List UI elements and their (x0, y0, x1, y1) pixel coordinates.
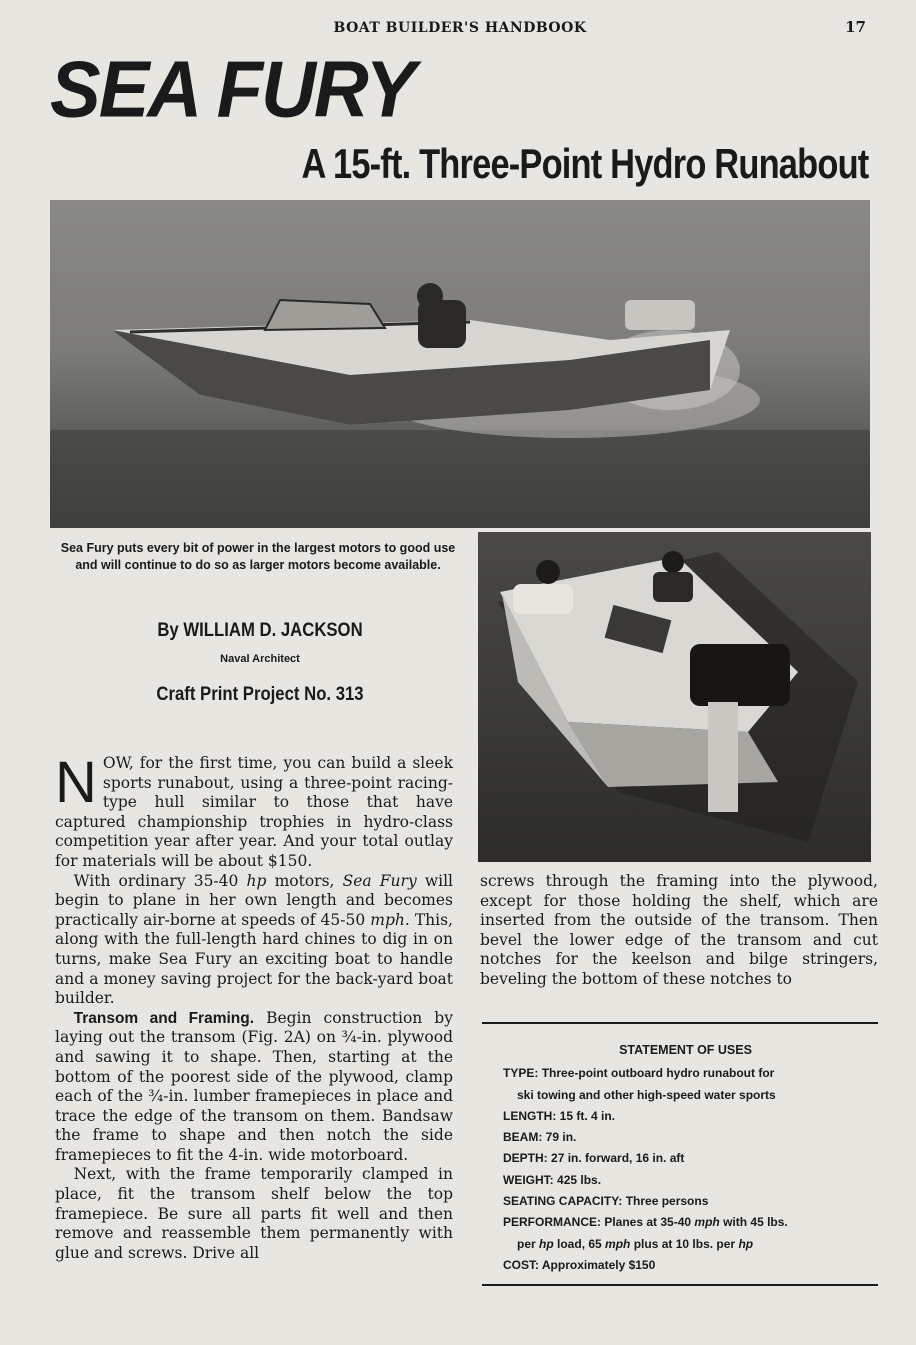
paragraph-2-mph: mph. (370, 910, 410, 929)
spec-performance-mph-1: mph (694, 1215, 720, 1230)
spec-cost-value: Approximately $150 (541, 1257, 656, 1272)
paragraph-3 (55, 1009, 453, 1166)
spec-depth-label: DEPTH: (503, 1151, 548, 1166)
project-number: Craft Print Project No. 313 (156, 684, 364, 705)
spec-performance-b: with 45 lbs. (719, 1215, 788, 1230)
spec-type-value: Three-point outboard hydro runabout for (541, 1066, 775, 1081)
speedboat-planing-photo (50, 200, 870, 528)
spec-depth-value: 27 in. forward, 16 in. aft (551, 1151, 685, 1166)
runabout-with-outboard-photo (478, 532, 871, 862)
paragraph-3-text: Begin construction by laying out the transom (Fig. 2A) on ¾-in. plywood and sawing it to shape. Then, starting at the bottom of the poorest side of the plywood, clamp each of the ¾-in. lumber framepieces in place and trace the edge of the transom on them. Bandsaw the frame to shape and then notch the side framepieces to fit the 4-in. wide motorboard. (55, 1008, 453, 1164)
spec-weight (503, 1170, 868, 1191)
spec-cost-label: COST: (503, 1257, 539, 1272)
spec-beam-value: 79 in. (545, 1130, 577, 1145)
paragraph-2-text-b: motors, (266, 871, 343, 890)
paragraph-2-text-c: will begin to plane in her own length and becomes practically air-borne at speeds of 45-50 (55, 871, 453, 929)
spec-length-label: LENGTH: (503, 1108, 557, 1123)
paragraph-5: screws through the framing into the plywood, except for those holding the shelf, which are inserted from the outside of the transom. Then bevel the lower edge of the transom and cut notches for the keelson and bilge stringers, beveling the bottom of these notches to (480, 872, 878, 988)
body-column-left (55, 750, 453, 1263)
spec-performance-e: plus at 10 lbs. per (630, 1236, 739, 1251)
paragraph-4: Next, with the frame temporarily clamped in place, fit the transom shelf below the top framepiece. Be sure all parts fit well and then remove and reassemble them permanently with glue and screws. Drive all (55, 1165, 453, 1262)
paragraph-2-text-d: This, along with the full-length hard chines to dig in on turns, make Sea Fury an exciting boat to handle and a money saving project for the back-yard boat builder. (55, 910, 453, 1008)
spec-performance-label: PERFORMANCE: (503, 1215, 601, 1230)
spec-performance-a: Planes at 35-40 (604, 1215, 695, 1230)
spec-depth (503, 1148, 868, 1169)
spec-type (503, 1063, 868, 1084)
spec-title: STATEMENT OF USES (619, 1043, 752, 1057)
spec-seating (503, 1191, 868, 1212)
section-heading-transom: Transom and Framing. (73, 1009, 255, 1027)
statement-of-uses-box (503, 1040, 868, 1276)
article-subtitle: A 15-ft. Three-Point Hydro Runabout (301, 140, 868, 187)
spec-performance (503, 1212, 868, 1233)
body-column-right (480, 872, 878, 990)
speedboat-illustration (50, 200, 870, 528)
article-title: SEA FURY (50, 44, 415, 135)
spec-type-cont: ski towing and other high-speed water sports (517, 1087, 776, 1102)
author-role: Naval Architect (220, 653, 300, 665)
drop-cap: N (55, 750, 97, 815)
paragraph-1 (55, 750, 453, 872)
spec-box-bottom-rule (482, 1284, 878, 1286)
spec-type-label: TYPE: (503, 1066, 539, 1081)
spec-performance-c: per (517, 1236, 540, 1251)
spec-weight-value: 425 lbs. (557, 1172, 602, 1187)
paragraph-1-text: OW, for the first time, you can build a sleek sports runabout, using a three-point racing-type hull similar to those that have captured championship trophies in hydro-class competition year after year. And your total outlay for materials will be about $150. (55, 754, 453, 870)
spec-beam (503, 1127, 868, 1148)
photo-caption: Sea Fury puts every bit of power in the largest motors to good use and will continue to do so as larger motors become available. (60, 541, 456, 572)
spec-length-value: 15 ft. 4 in. (559, 1108, 616, 1123)
spec-performance-mph-2: mph (605, 1236, 631, 1251)
spec-performance-cont (503, 1234, 868, 1255)
author-byline: By WILLIAM D. JACKSON (157, 620, 363, 641)
spec-performance-hp-2: hp (738, 1236, 754, 1251)
page-number: 17 (845, 18, 866, 36)
running-head: BOAT BUILDER'S HANDBOOK (333, 20, 587, 36)
runabout-illustration (478, 532, 871, 862)
spec-weight-label: WEIGHT: (503, 1172, 554, 1187)
spec-seating-label: SEATING CAPACITY: (503, 1194, 623, 1209)
paragraph-2-hp: hp (246, 871, 267, 890)
paragraph-2-text-a: With ordinary 35-40 (73, 871, 247, 890)
spec-performance-hp-1: hp (539, 1236, 554, 1251)
spec-cost (503, 1255, 868, 1276)
paragraph-2 (55, 872, 453, 1009)
spec-seating-value: Three persons (625, 1194, 709, 1209)
spec-box-top-rule (482, 1022, 878, 1024)
spec-beam-label: BEAM: (503, 1130, 543, 1145)
spec-length (503, 1106, 868, 1127)
spec-performance-d: load, 65 (553, 1236, 606, 1251)
paragraph-2-boat-name: Sea Fury (342, 871, 417, 890)
